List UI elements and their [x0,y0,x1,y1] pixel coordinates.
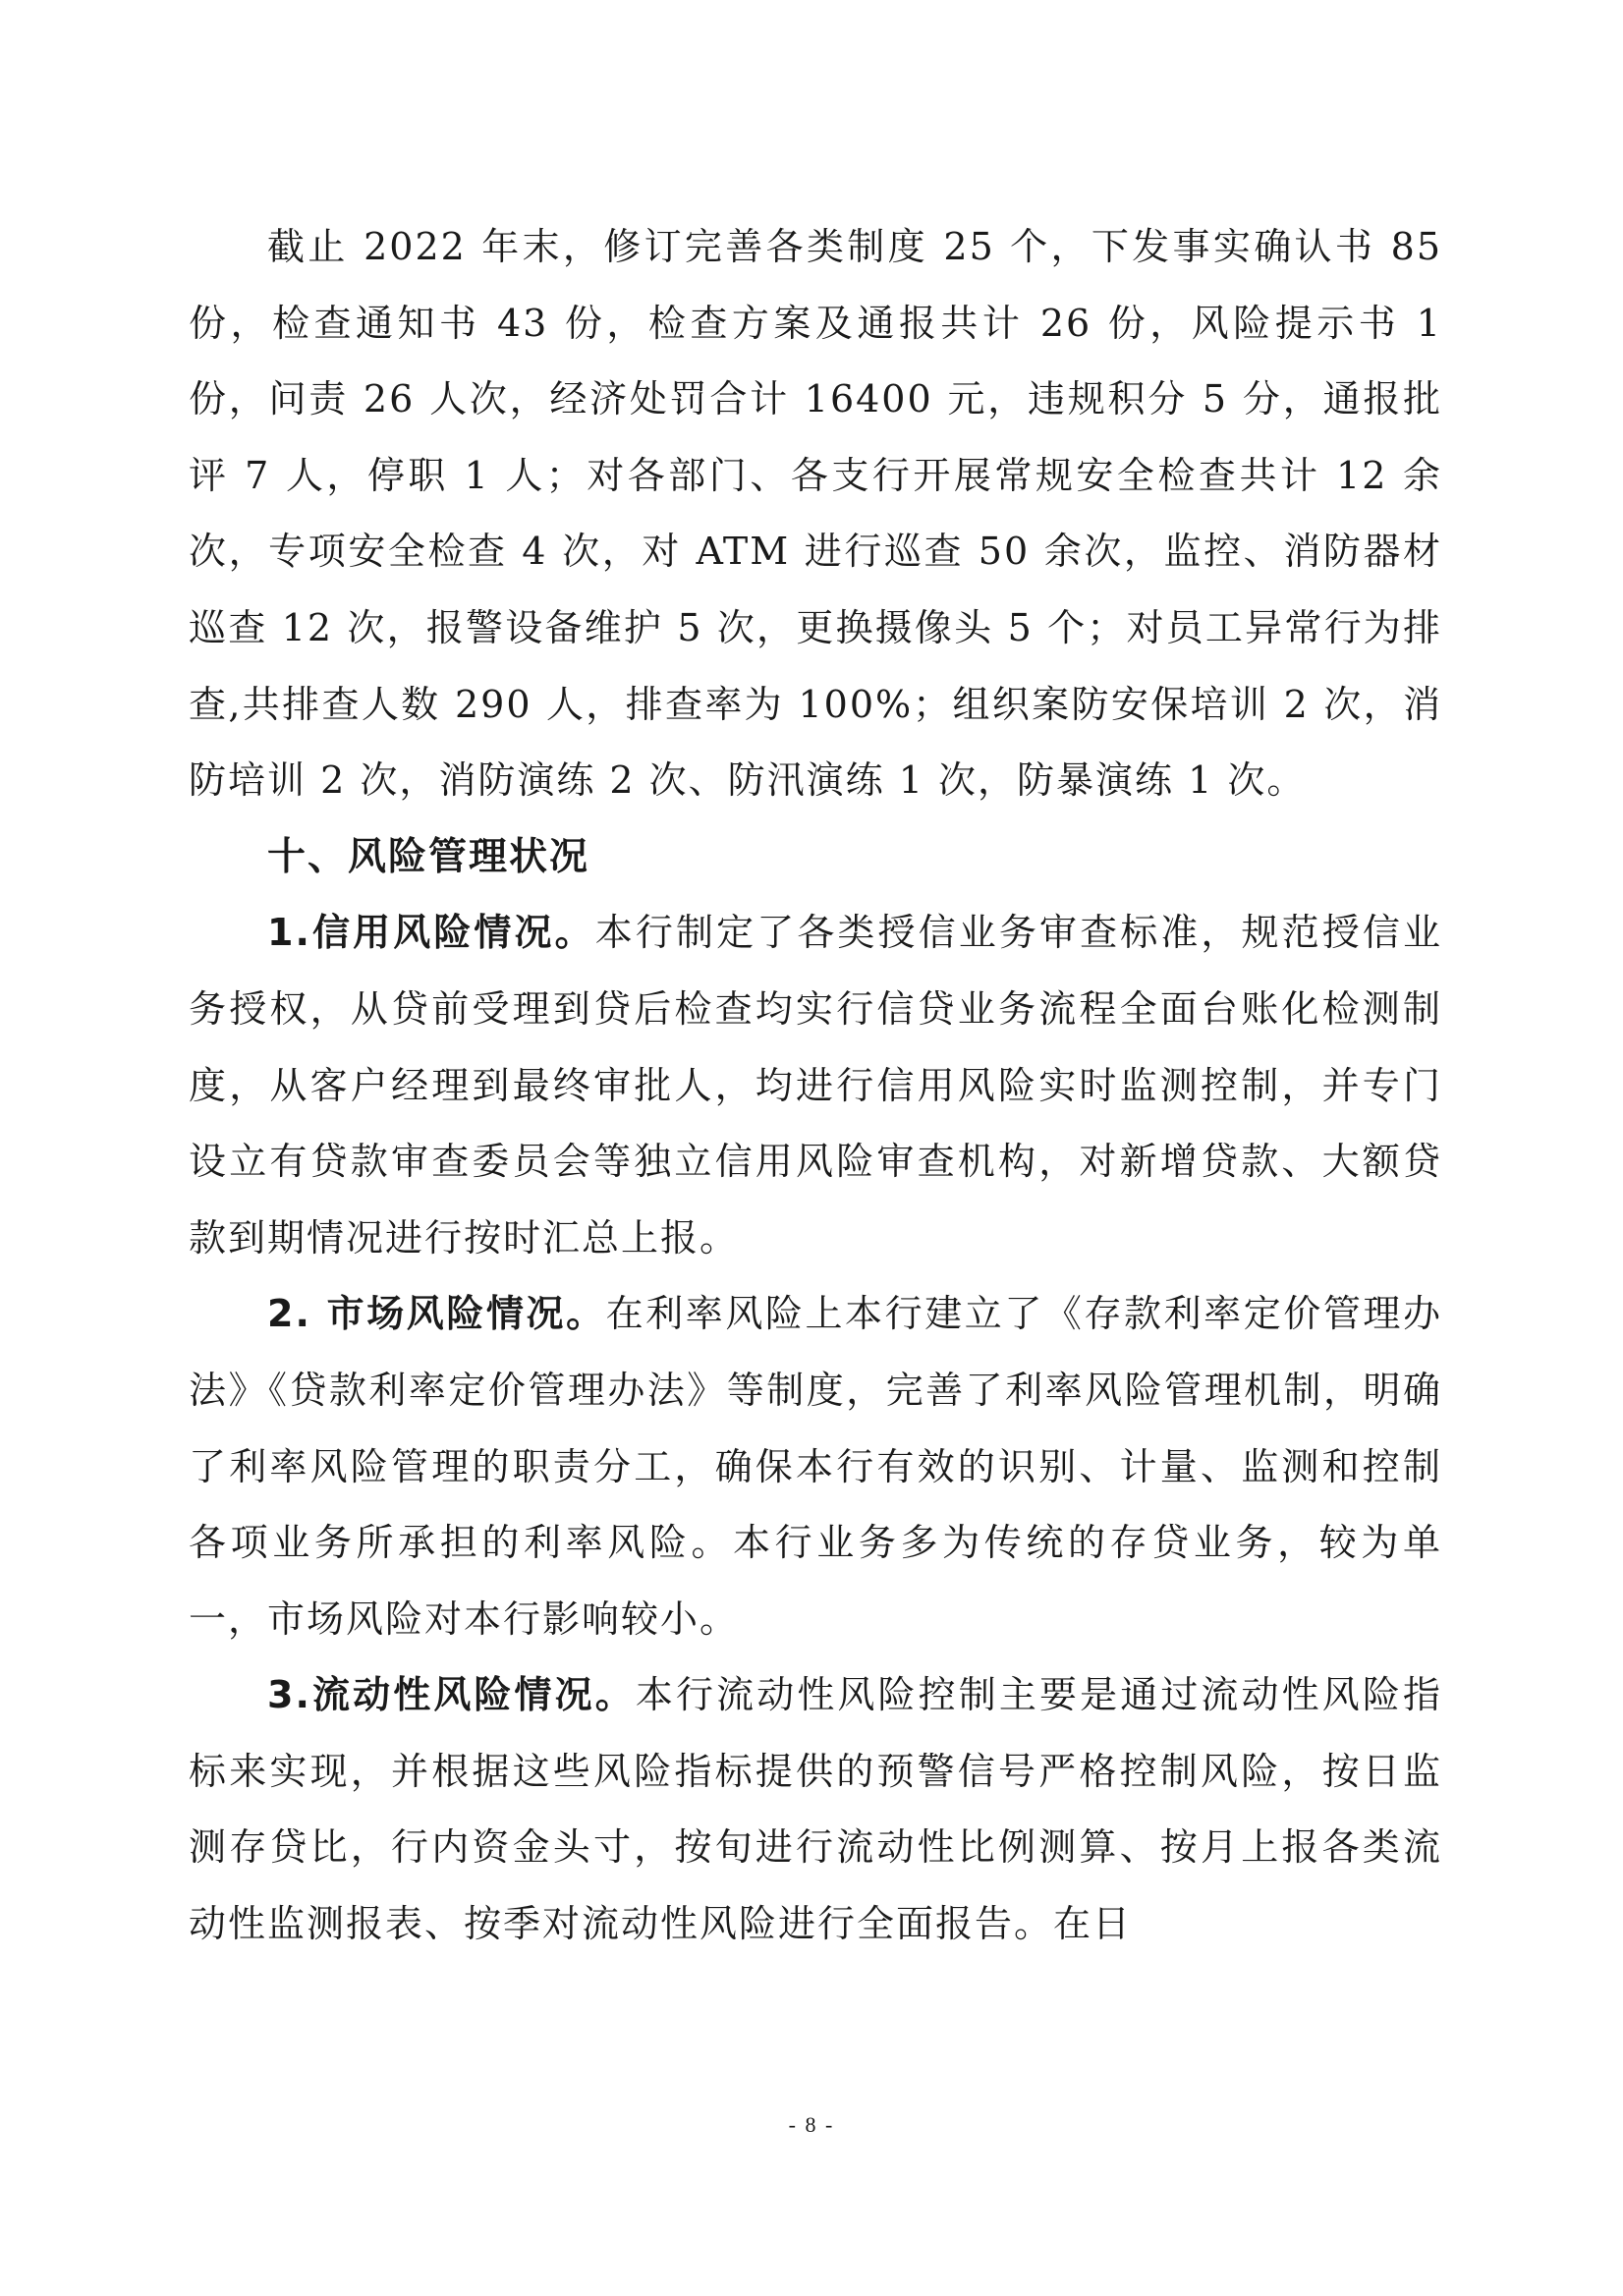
liquidity-risk-lead: 3.流动性风险情况。 [267,1673,636,1717]
credit-risk-paragraph [189,895,1442,1276]
liquidity-risk-paragraph [189,1657,1442,1962]
intro-paragraph: 截止 2022 年末，修订完善各类制度 25 个，下发事实确认书 85 份，检查通知书 43 份，检查方案及通报共计 26 份，风险提示书 1 份，问责 26 人次，经济处罚合计 16400 元，违规积分 5 分，通报批评 7 人，停职 1 人；对各部门、各支行开展常规安全检查共计 12 余次，专项安全检查 4 次，对 ATM 进行巡查 50 余次，监控、消防器材巡查 12 次，报警设备维护 5 次，更换摄像头 5 个；对员工异常行为排查,共排查人数 290 人，排查率为 100%；组织案防安保培训 2 次，消防培训 2 次，消防演练 2 次、防汛演练 1 次，防暴演练 1 次。 [189,225,1442,803]
market-risk-lead: 2. 市场风险情况。 [267,1292,606,1336]
market-risk-paragraph [189,1276,1442,1657]
section-heading: 十、风险管理状况 [267,834,590,879]
document-body [189,209,1442,1963]
page-number: - 8 - [788,2112,835,2137]
credit-risk-lead: 1.信用风险情况。 [267,911,595,955]
credit-risk-body: 本行制定了各类授信业务审查标准，规范授信业务授权，从贷前受理到贷后检查均实行信贷业务流程全面台账化检测制度，从客户经理到最终审批人，均进行信用风险实时监测控制，并专门设立有贷款审查委员会等独立信用风险审查机构，对新增贷款、大额贷款到期情况进行按时汇总上报。 [189,911,1442,1260]
liquidity-risk-body: 本行流动性风险控制主要是通过流动性风险指标来实现，并根据这些风险指标提供的预警信号严格控制风险，按日监测存贷比，行内资金头寸，按旬进行流动性比例测算、按月上报各类流动性监测报表、按季对流动性风险进行全面报告。在日 [189,1673,1442,1946]
market-risk-body: 在利率风险上本行建立了《存款利率定价管理办法》《贷款利率定价管理办法》等制度，完善了利率风险管理机制，明确了利率风险管理的职责分工，确保本行有效的识别、计量、监测和控制各项业务所承担的利率风险。本行业务多为传统的存贷业务，较为单一，市场风险对本行影响较小。 [189,1292,1442,1641]
